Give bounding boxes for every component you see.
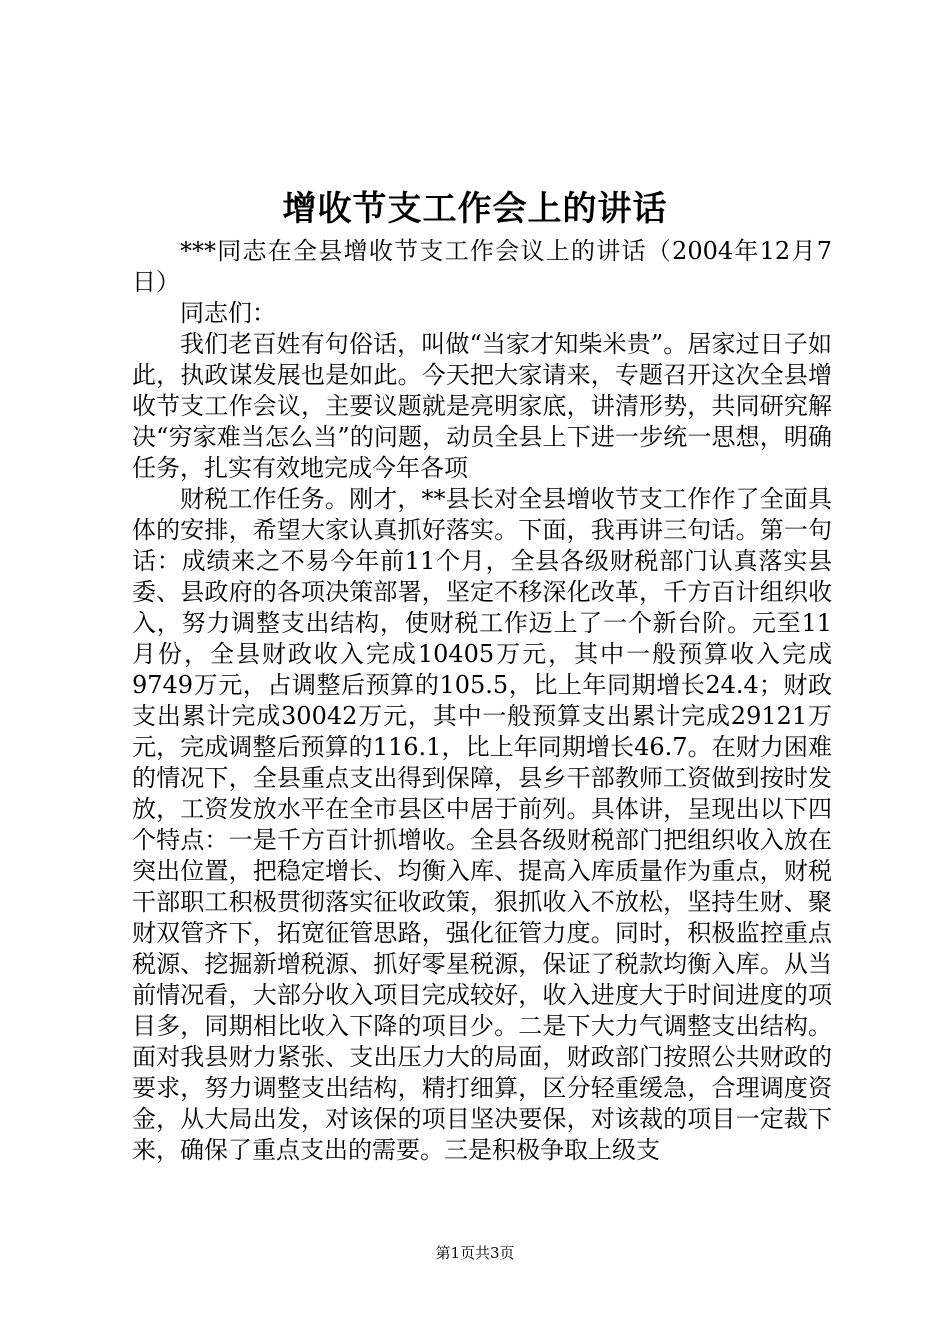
body-paragraph: 财税工作任务。刚才，**县长对全县增收节支工作作了全面具体的安排，希望大家认真抓好落实。下面，我再讲三句话。第一句话：成绩来之不易今年前11个月，全县各级财税部门认真落实县委、县政府的各项决策部署，坚定不移深化改革，千方百计组织收入，努力调整支出结构，使财税工作迈上了一个新台阶。元至11月份，全县财政收入完成10405万元，其中一般预算收入完成9749万元，占调整后预算的105.5，比上年同期增长24.4；财政支出累计完成30042万元，其中一般预算支出累计完成29121万元，完成调整后预算的116.1，比上年同期增长46.7。在财力困难的情况下，全县重点支出得到保障，县乡干部教师工资做到按时发放，工资发放水平在全市县区中居于前列。具体讲，呈现出以下四个特点：一是千方百计抓增收。全县各级财税部门把组织收入放在突出位置，把稳定增长、均衡入库、提高入库质量作为重点，财税干部职工积极贯彻落实征收政策，狠抓收入不放松，坚持生财、聚财双管齐下，拓宽征管思路，强化征管力度。同时，积极监控重点税源、挖掘新增税源、抓好零星税源，保证了税款均衡入库。从当前情况看，大部分收入项目完成较好，收入进度大于时间进度的项目多，同期相比收入下降的项目少。二是下大力气调整支出结构。面对我县财力紧张、支出压力大的局面，财政部门按照公共财政的要求，努力调整支出结构，精打细算，区分轻重缓急，合理调度资金，从大局出发，对该保的项目坚决要保，对该裁的项目一定裁下来，确保了重点支出的需要。三是积极争取上级支	[132, 485, 832, 1164]
page-number: 第1页	[435, 1244, 475, 1262]
speech-heading-paragraph: ***同志在全县增收节支工作会议上的讲话（2004年12月7日）	[132, 237, 832, 296]
document-body	[132, 236, 832, 1166]
page-title: 增收节支工作会上的讲话	[282, 189, 668, 229]
page-footer	[0, 1243, 950, 1263]
salutation-paragraph: 同志们：	[180, 299, 276, 327]
body-paragraph: 我们老百姓有句俗话，叫做“当家才知柴米贵”。居家过日子如此，执政谋发展也是如此。今天把大家请来，专题召开这次全县增收节支工作会议，主要议题就是亮明家底，讲清形势，共同研究解决“穷家难当怎么当”的问题，动员全县上下进一步统一思想，明确任务，扎实有效地完成今年各项	[132, 330, 832, 482]
page-count: 共3页	[475, 1244, 515, 1262]
